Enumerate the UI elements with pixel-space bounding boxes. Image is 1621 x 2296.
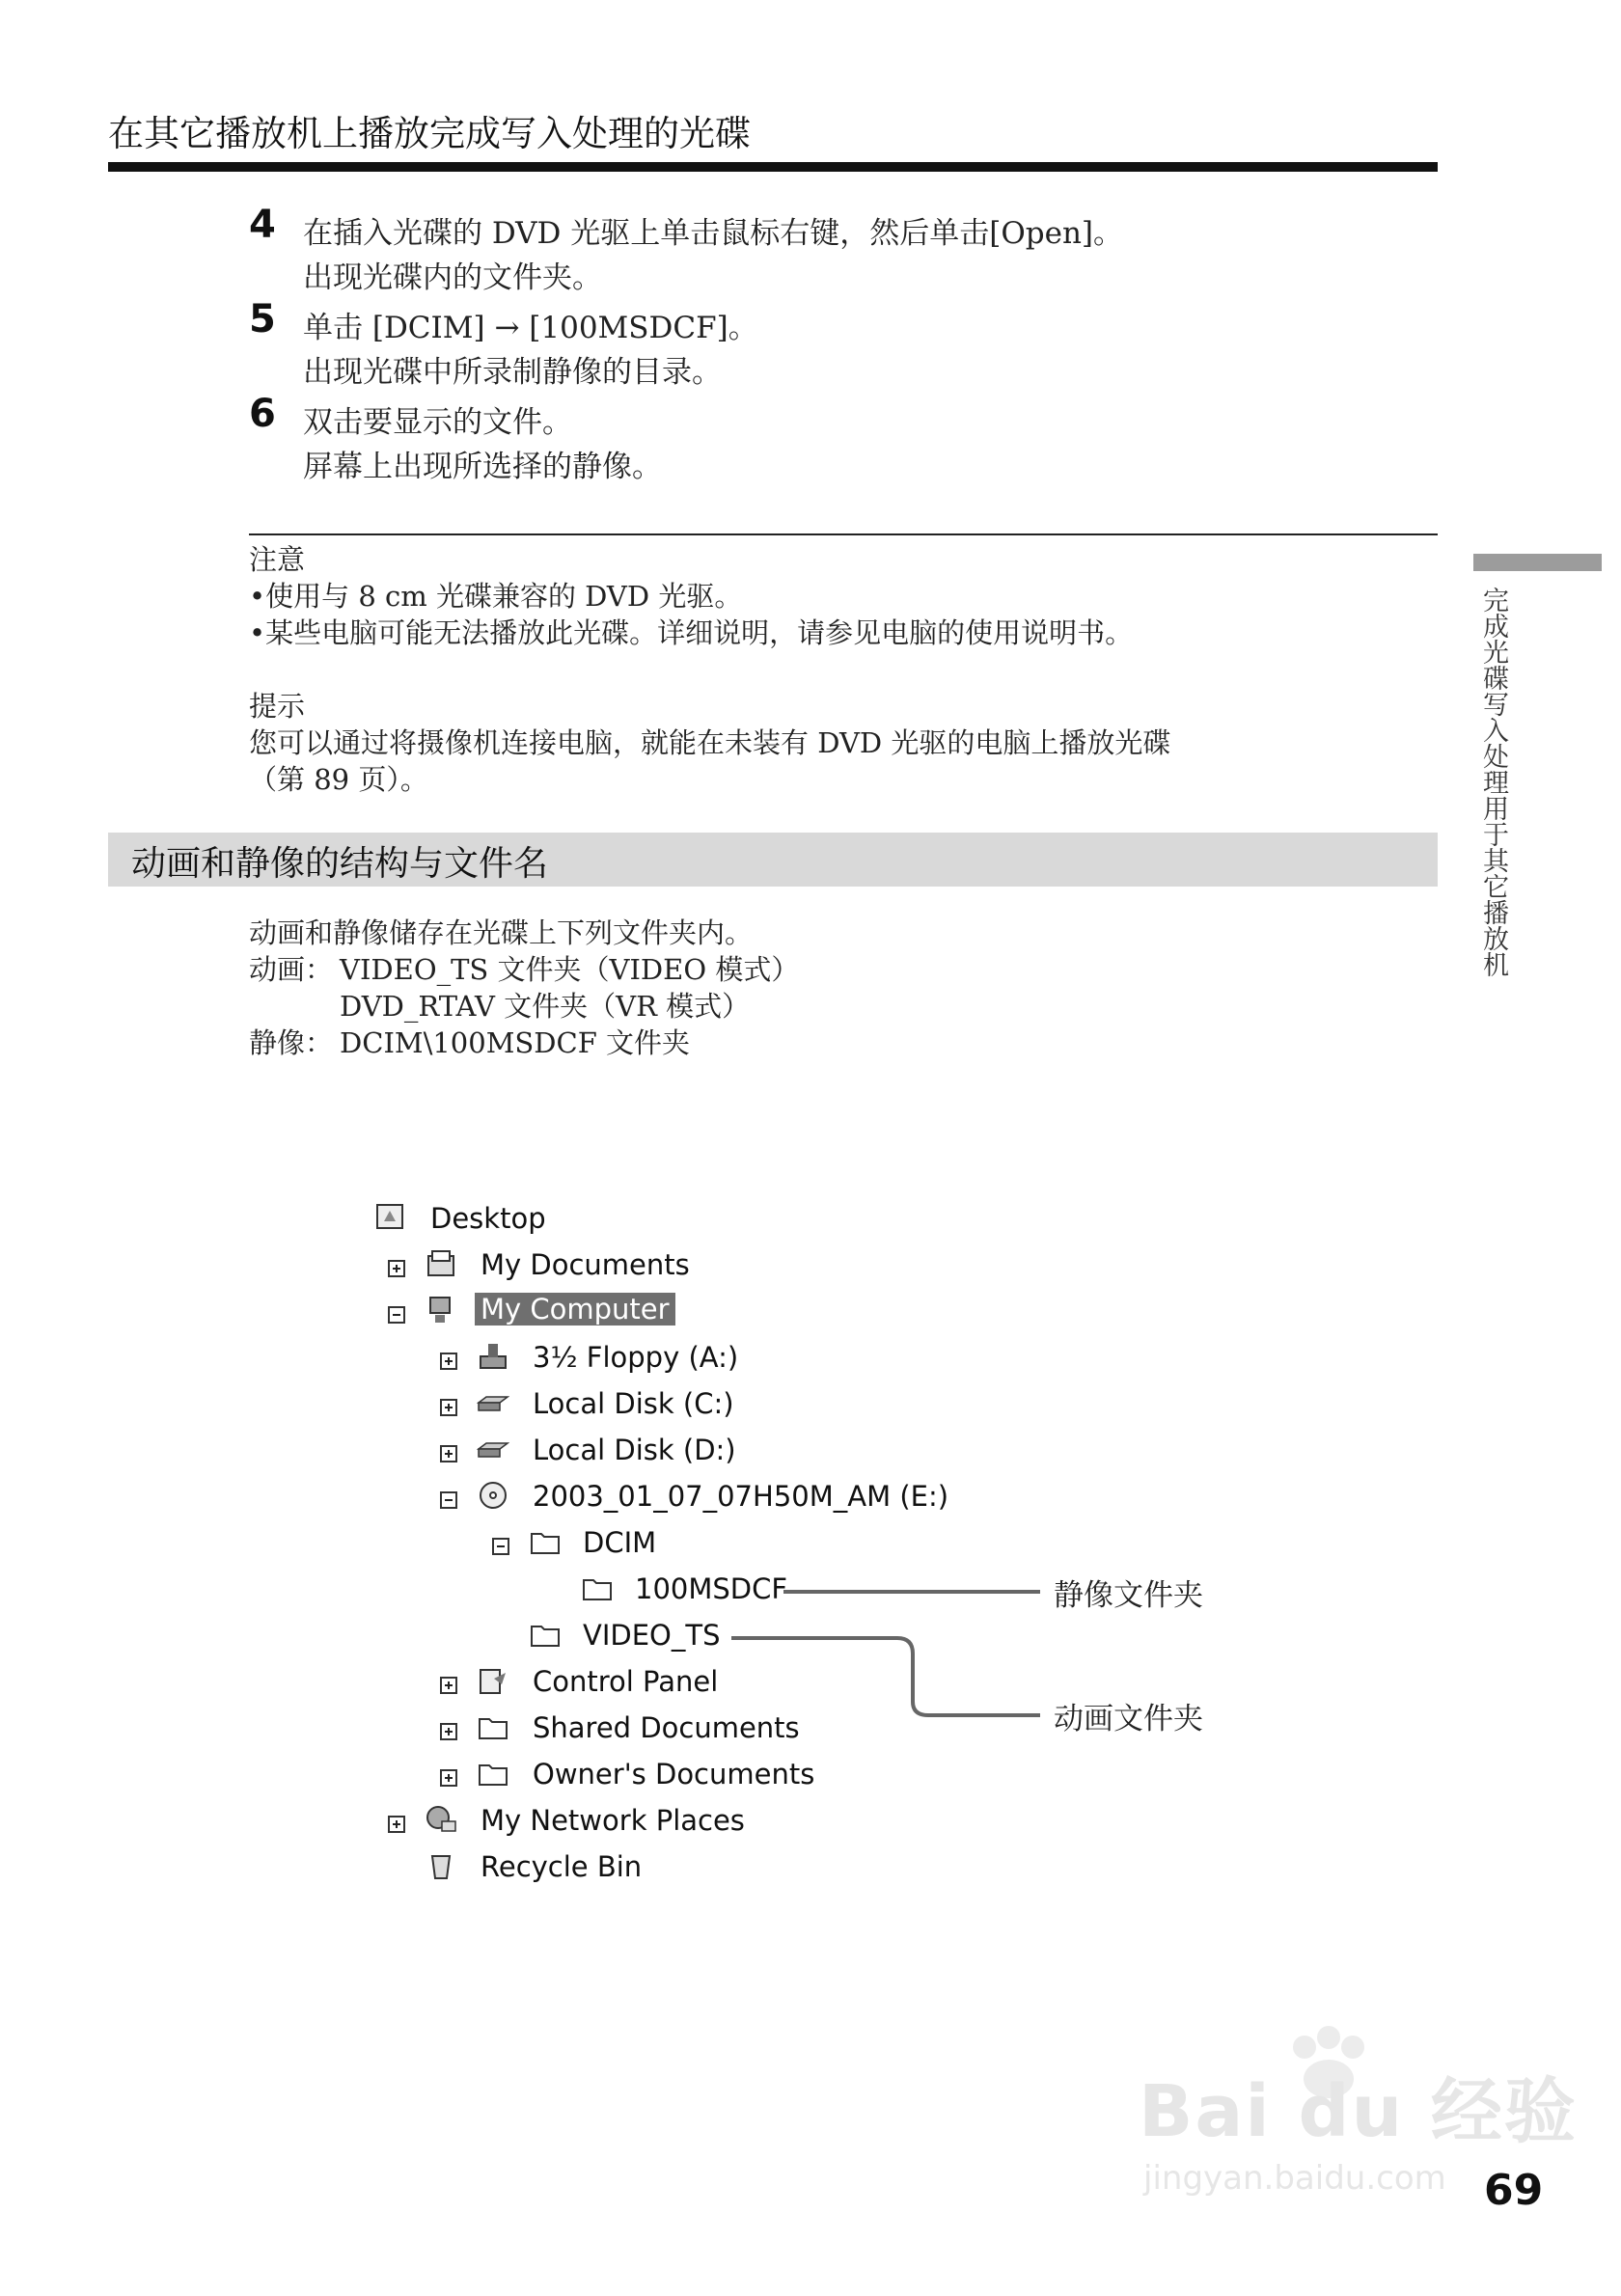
tree-item-my-computer[interactable]: My Computer	[475, 1293, 675, 1326]
section-title: 动画和静像的结构与文件名	[131, 844, 549, 884]
step-number: 5	[249, 297, 276, 342]
hint-heading: 提示	[249, 690, 306, 723]
step-instruction: 双击要显示的文件。	[303, 405, 572, 440]
note-heading: 注意	[249, 543, 306, 576]
tree-item-my-documents[interactable]: My Documents	[481, 1248, 690, 1281]
callout-movie-folder: 动画文件夹	[1054, 1702, 1203, 1736]
tree-item-video-ts[interactable]: VIDEO_TS	[583, 1619, 721, 1652]
watermark-url: jingyan.baidu.com	[1143, 2159, 1446, 2198]
watermark-brand: Bai du 经验	[1139, 2070, 1578, 2153]
hint-text: 您可以通过将摄像机连接电脑，就能在未装有 DVD 光驱的电脑上播放光碟	[249, 726, 1171, 759]
tree-item-desktop[interactable]: Desktop	[430, 1202, 546, 1235]
movie-folder-vr: DVD_RTAV 文件夹（VR 模式）	[340, 990, 751, 1023]
callout-still-folder: 静像文件夹	[1054, 1578, 1203, 1613]
note-item: •某些电脑可能无法播放此光碟。详细说明，请参见电脑的使用说明书。	[249, 616, 1134, 649]
hint-text-cont: （第 89 页）。	[249, 763, 428, 796]
tree-item-local-disk-c[interactable]: Local Disk (C:)	[533, 1387, 734, 1420]
note-item: •使用与 8 cm 光碟兼容的 DVD 光驱。	[249, 580, 743, 613]
step-result: 出现光碟中所录制静像的目录。	[303, 355, 722, 390]
movie-folder-video: VIDEO_TS 文件夹（VIDEO 模式）	[340, 953, 800, 986]
step-result: 出现光碟内的文件夹。	[303, 260, 602, 295]
step-instruction: 单击 [DCIM] → [100MSDCF]。	[303, 311, 758, 345]
movie-label: 动画：	[249, 953, 334, 986]
tree-item-network-places[interactable]: My Network Places	[481, 1804, 745, 1837]
tree-item-local-disk-d[interactable]: Local Disk (D:)	[533, 1434, 736, 1466]
tree-item-recycle-bin[interactable]: Recycle Bin	[481, 1850, 643, 1883]
tree-item-owners-documents[interactable]: Owner's Documents	[533, 1758, 815, 1790]
tree-item-dcim[interactable]: DCIM	[583, 1526, 657, 1559]
page-header-title: 在其它播放机上播放完成写入处理的光碟	[108, 113, 751, 154]
step-number: 4	[249, 203, 276, 247]
tree-item-control-panel[interactable]: Control Panel	[533, 1665, 719, 1698]
tree-item-floppy[interactable]: 3½ Floppy (A:)	[533, 1341, 739, 1374]
step-number: 6	[249, 392, 276, 436]
tree-item-dvd-drive[interactable]: 2003_01_07_07H50M_AM (E:)	[533, 1480, 949, 1513]
step-instruction: 在插入光碟的 DVD 光驱上单击鼠标右键，然后单击[Open]。	[303, 216, 1124, 251]
section-intro: 动画和静像储存在光碟上下列文件夹内。	[249, 916, 754, 949]
step-result: 屏幕上出现所选择的静像。	[303, 450, 662, 484]
tree-item-shared-documents[interactable]: Shared Documents	[533, 1711, 800, 1744]
chapter-tab-label: 完成光碟写入处理用于其它播放机	[1478, 587, 1508, 977]
page-number: 69	[1484, 2166, 1544, 2215]
tree-item-100msdcf[interactable]: 100MSDCF	[635, 1572, 788, 1605]
still-label: 静像：	[249, 1026, 334, 1059]
still-folder-path: DCIM\100MSDCF 文件夹	[340, 1026, 691, 1059]
movie-folder-leader	[731, 1638, 1040, 1715]
